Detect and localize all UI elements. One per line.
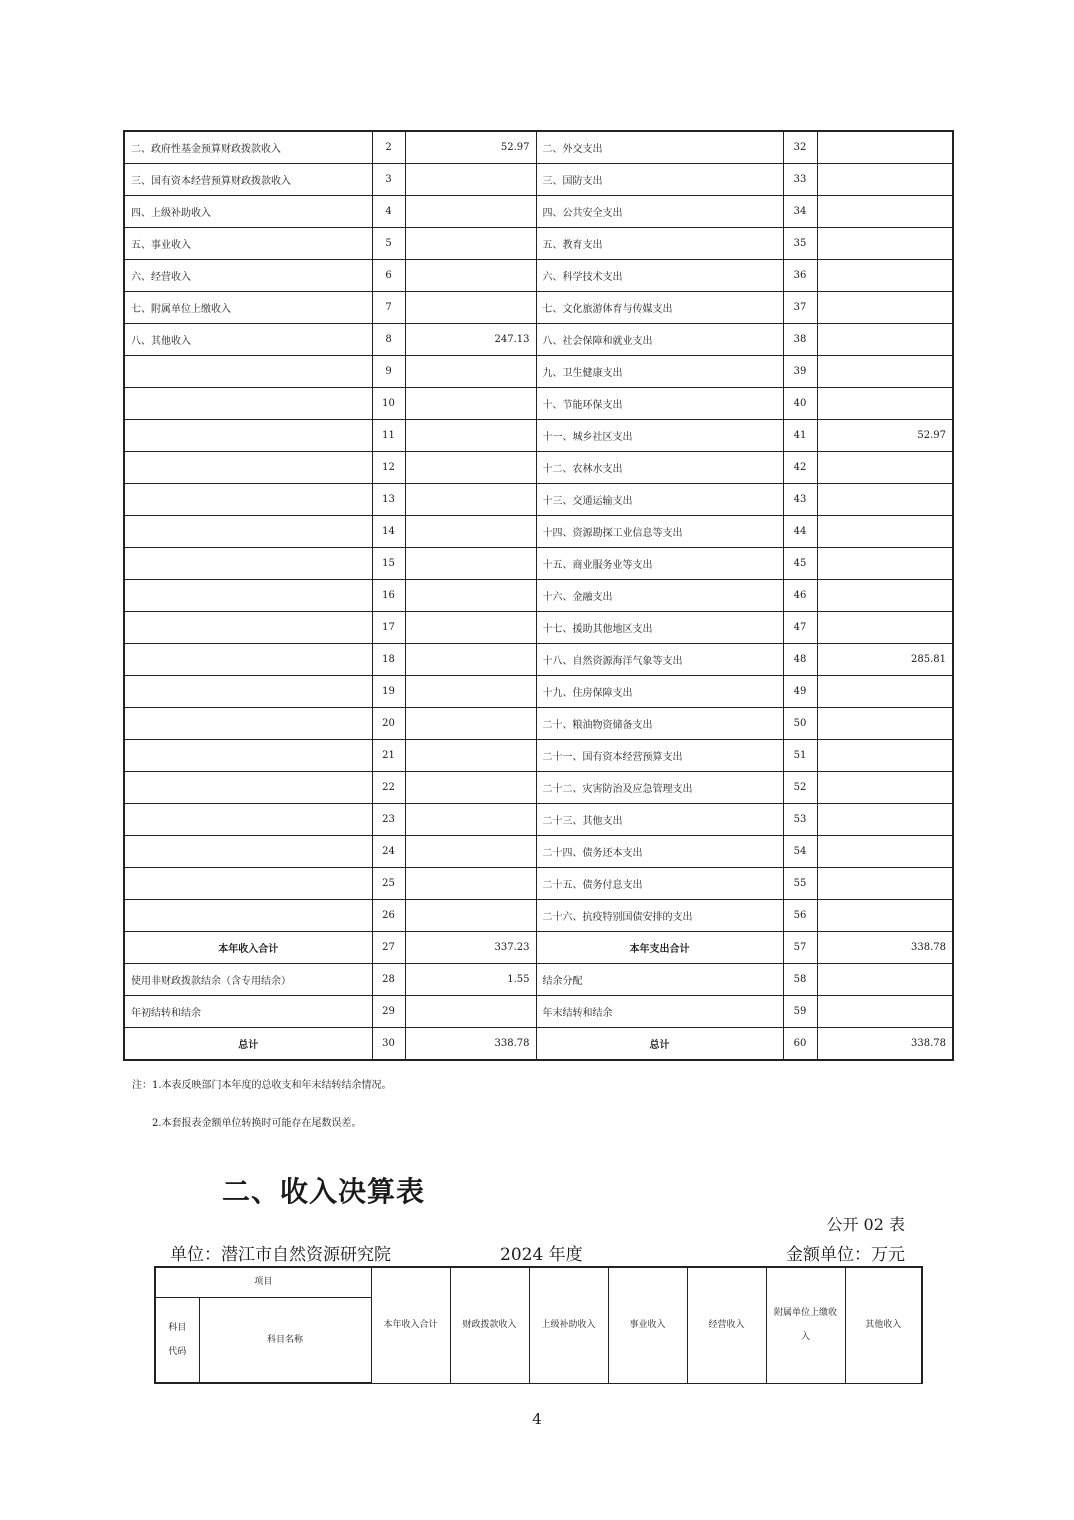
table-row: [124, 292, 953, 324]
table-row: [124, 484, 953, 516]
expense-amount: [817, 676, 953, 708]
income-statement-header-table: [154, 1266, 923, 1384]
expense-item-label: 年末结转和结余: [536, 996, 783, 1028]
income-row-number: 30: [372, 1028, 405, 1061]
header-other-income: 其他收入: [845, 1267, 922, 1383]
expense-item-label: 本年支出合计: [536, 932, 783, 964]
income-row-number: 13: [372, 484, 405, 516]
income-item-label: [124, 676, 372, 708]
header-affiliated-income: 附属单位上缴收入: [766, 1267, 845, 1383]
income-row-number: 15: [372, 548, 405, 580]
income-amount: [405, 676, 536, 708]
table-row: [124, 516, 953, 548]
note-1: 注：1.本表反映部门本年度的总收支和年末结转结余情况。: [132, 1080, 392, 1091]
income-amount: [405, 516, 536, 548]
expense-item-label: 四、公共安全支出: [536, 196, 783, 228]
income-item-label: [124, 452, 372, 484]
income-item-label: [124, 356, 372, 388]
expense-amount: [817, 516, 953, 548]
income-amount: [405, 196, 536, 228]
table-row: [124, 228, 953, 260]
table-row: [124, 196, 953, 228]
header-superior-subsidy: 上级补助收入: [529, 1267, 608, 1383]
expense-row-number: 49: [783, 676, 817, 708]
table-row: [124, 676, 953, 708]
expense-amount: [817, 804, 953, 836]
expense-amount: [817, 260, 953, 292]
table-row: [124, 740, 953, 772]
table-row: [124, 324, 953, 356]
income-amount: [405, 228, 536, 260]
income-item-label: [124, 804, 372, 836]
income-row-number: 2: [372, 131, 405, 164]
expense-item-label: 二十三、其他支出: [536, 804, 783, 836]
expense-item-label: 六、科学技术支出: [536, 260, 783, 292]
income-row-number: 12: [372, 452, 405, 484]
expense-row-number: 48: [783, 644, 817, 676]
expense-row-number: 56: [783, 900, 817, 932]
expense-item-label: 二十、粮油物资储备支出: [536, 708, 783, 740]
income-amount: [405, 388, 536, 420]
expense-amount: [817, 292, 953, 324]
income-item-label: [124, 868, 372, 900]
income-row-number: 7: [372, 292, 405, 324]
income-amount: [405, 356, 536, 388]
expense-item-label: 二、外交支出: [536, 131, 783, 164]
income-item-label: 二、政府性基金预算财政拨款收入: [124, 131, 372, 164]
table-row: [124, 868, 953, 900]
income-expense-summary-table: [123, 130, 954, 1061]
income-row-number: 17: [372, 612, 405, 644]
income-item-label: [124, 420, 372, 452]
income-row-number: 16: [372, 580, 405, 612]
expense-amount: [817, 612, 953, 644]
header-item: 项目: [155, 1267, 371, 1297]
income-amount: [405, 260, 536, 292]
income-row-number: 26: [372, 900, 405, 932]
expense-item-label: 二十六、抗疫特别国债安排的支出: [536, 900, 783, 932]
income-item-label: 八、其他收入: [124, 324, 372, 356]
expense-amount: [817, 228, 953, 260]
income-amount: [405, 804, 536, 836]
income-item-label: [124, 388, 372, 420]
expense-amount: 338.78: [817, 932, 953, 964]
header-total-income: 本年收入合计: [371, 1267, 450, 1383]
expense-item-label: 十一、城乡社区支出: [536, 420, 783, 452]
income-item-label: [124, 708, 372, 740]
expense-row-number: 37: [783, 292, 817, 324]
income-item-label: 使用非财政拨款结余（含专用结余）: [124, 964, 372, 996]
income-amount: [405, 900, 536, 932]
expense-item-label: 二十四、债务还本支出: [536, 836, 783, 868]
income-item-label: [124, 644, 372, 676]
table-row: [124, 708, 953, 740]
table-row: [124, 452, 953, 484]
expense-item-label: 十八、自然资源海洋气象等支出: [536, 644, 783, 676]
income-item-label: 本年收入合计: [124, 932, 372, 964]
expense-amount: [817, 964, 953, 996]
income-row-number: 20: [372, 708, 405, 740]
income-item-label: 七、附属单位上缴收入: [124, 292, 372, 324]
report-year: 2024 年度: [500, 1245, 583, 1265]
table-row: [124, 644, 953, 676]
reporting-unit: 单位：潜江市自然资源研究院: [170, 1245, 391, 1265]
income-row-number: 5: [372, 228, 405, 260]
expense-amount: [817, 996, 953, 1028]
table-row: [124, 131, 953, 164]
income-item-label: 总计: [124, 1028, 372, 1061]
expense-row-number: 45: [783, 548, 817, 580]
income-amount: [405, 740, 536, 772]
table-row: [124, 420, 953, 452]
income-amount: [405, 420, 536, 452]
expense-amount: [817, 484, 953, 516]
expense-amount: [817, 548, 953, 580]
expense-row-number: 58: [783, 964, 817, 996]
expense-amount: 285.81: [817, 644, 953, 676]
income-item-label: 五、事业收入: [124, 228, 372, 260]
section-title: 二、收入决算表: [222, 1175, 426, 1208]
table-row: [124, 580, 953, 612]
expense-row-number: 36: [783, 260, 817, 292]
table-row: [124, 356, 953, 388]
expense-amount: [817, 740, 953, 772]
income-row-number: 8: [372, 324, 405, 356]
table-row: [124, 388, 953, 420]
income-row-number: 10: [372, 388, 405, 420]
expense-item-label: 十六、金融支出: [536, 580, 783, 612]
table-row: [124, 260, 953, 292]
expense-row-number: 60: [783, 1028, 817, 1061]
income-row-number: 28: [372, 964, 405, 996]
income-amount: 247.13: [405, 324, 536, 356]
income-amount: [405, 292, 536, 324]
income-item-label: [124, 516, 372, 548]
expense-item-label: 十三、交通运输支出: [536, 484, 783, 516]
expense-amount: [817, 708, 953, 740]
income-amount: 338.78: [405, 1028, 536, 1061]
expense-amount: [817, 772, 953, 804]
expense-amount: [817, 452, 953, 484]
table-row: [124, 836, 953, 868]
expense-row-number: 40: [783, 388, 817, 420]
expense-amount: [817, 900, 953, 932]
summary-table-body: [124, 131, 953, 1060]
table-row: [124, 612, 953, 644]
income-amount: [405, 452, 536, 484]
expense-item-label: 八、社会保障和就业支出: [536, 324, 783, 356]
income-amount: [405, 868, 536, 900]
expense-amount: [817, 196, 953, 228]
income-row-number: 4: [372, 196, 405, 228]
income-amount: [405, 772, 536, 804]
expense-row-number: 57: [783, 932, 817, 964]
expense-amount: [817, 131, 953, 164]
expense-row-number: 55: [783, 868, 817, 900]
header-business-income: 事业收入: [608, 1267, 687, 1383]
income-row-number: 19: [372, 676, 405, 708]
income-item-label: [124, 740, 372, 772]
expense-amount: [817, 836, 953, 868]
header-operating-income: 经营收入: [687, 1267, 766, 1383]
expense-item-label: 二十五、债务付息支出: [536, 868, 783, 900]
expense-item-label: 十、节能环保支出: [536, 388, 783, 420]
expense-amount: 338.78: [817, 1028, 953, 1061]
expense-item-label: 十五、商业服务业等支出: [536, 548, 783, 580]
expense-row-number: 52: [783, 772, 817, 804]
income-row-number: 14: [372, 516, 405, 548]
income-amount: 1.55: [405, 964, 536, 996]
expense-row-number: 54: [783, 836, 817, 868]
income-row-number: 22: [372, 772, 405, 804]
income-item-label: [124, 900, 372, 932]
income-amount: [405, 484, 536, 516]
expense-item-label: 十四、资源勘探工业信息等支出: [536, 516, 783, 548]
income-amount: [405, 548, 536, 580]
income-item-label: 六、经营收入: [124, 260, 372, 292]
income-amount: [405, 164, 536, 196]
expense-row-number: 38: [783, 324, 817, 356]
income-item-label: [124, 580, 372, 612]
income-row-number: 18: [372, 644, 405, 676]
table-row: [124, 804, 953, 836]
note-2: 2.本套报表金额单位转换时可能存在尾数误差。: [152, 1118, 362, 1129]
expense-row-number: 44: [783, 516, 817, 548]
expense-item-label: 十九、住房保障支出: [536, 676, 783, 708]
income-item-label: [124, 548, 372, 580]
expense-item-label: 二十一、国有资本经营预算支出: [536, 740, 783, 772]
table-row: [124, 900, 953, 932]
expense-item-label: 三、国防支出: [536, 164, 783, 196]
income-row-number: 11: [372, 420, 405, 452]
table-row: [124, 548, 953, 580]
expense-row-number: 53: [783, 804, 817, 836]
income-row-number: 24: [372, 836, 405, 868]
income-row-number: 23: [372, 804, 405, 836]
expense-item-label: 七、文化旅游体育与传媒支出: [536, 292, 783, 324]
income-item-label: [124, 836, 372, 868]
expense-row-number: 41: [783, 420, 817, 452]
income-amount: [405, 644, 536, 676]
expense-item-label: 结余分配: [536, 964, 783, 996]
income-row-number: 21: [372, 740, 405, 772]
expense-item-label: 九、卫生健康支出: [536, 356, 783, 388]
expense-row-number: 59: [783, 996, 817, 1028]
income-row-number: 9: [372, 356, 405, 388]
income-amount: [405, 836, 536, 868]
income-item-label: [124, 772, 372, 804]
income-amount: [405, 580, 536, 612]
expense-item-label: 二十二、灾害防治及应急管理支出: [536, 772, 783, 804]
income-row-number: 3: [372, 164, 405, 196]
expense-row-number: 34: [783, 196, 817, 228]
table-row: [124, 1028, 953, 1061]
expense-row-number: 50: [783, 708, 817, 740]
income-amount: [405, 996, 536, 1028]
header-subject-code: 科目代码: [155, 1297, 199, 1383]
table-row: [124, 996, 953, 1028]
expense-item-label: 十二、农林水支出: [536, 452, 783, 484]
table-row: [124, 964, 953, 996]
expense-row-number: 42: [783, 452, 817, 484]
expense-row-number: 32: [783, 131, 817, 164]
table-row: [124, 164, 953, 196]
income-amount: [405, 612, 536, 644]
header-subject-name: 科目名称: [199, 1297, 371, 1383]
expense-item-label: 总计: [536, 1028, 783, 1061]
expense-row-number: 43: [783, 484, 817, 516]
expense-amount: [817, 356, 953, 388]
income-row-number: 6: [372, 260, 405, 292]
expense-row-number: 46: [783, 580, 817, 612]
income-item-label: 年初结转和结余: [124, 996, 372, 1028]
expense-amount: [817, 868, 953, 900]
expense-row-number: 33: [783, 164, 817, 196]
expense-row-number: 35: [783, 228, 817, 260]
income-row-number: 25: [372, 868, 405, 900]
income-item-label: [124, 484, 372, 516]
income-row-number: 29: [372, 996, 405, 1028]
expense-row-number: 47: [783, 612, 817, 644]
income-item-label: 四、上级补助收入: [124, 196, 372, 228]
table-row: [124, 772, 953, 804]
expense-amount: 52.97: [817, 420, 953, 452]
table-row: [124, 932, 953, 964]
expense-item-label: 五、教育支出: [536, 228, 783, 260]
income-amount: 52.97: [405, 131, 536, 164]
income-amount: [405, 708, 536, 740]
expense-amount: [817, 580, 953, 612]
expense-row-number: 39: [783, 356, 817, 388]
expense-item-label: 十七、援助其他地区支出: [536, 612, 783, 644]
header-fiscal-income: 财政拨款收入: [450, 1267, 529, 1383]
table-code: 公开 02 表: [826, 1215, 905, 1234]
expense-row-number: 51: [783, 740, 817, 772]
page-number: 4: [532, 1410, 542, 1428]
expense-amount: [817, 388, 953, 420]
income-item-label: 三、国有资本经营预算财政拨款收入: [124, 164, 372, 196]
money-unit: 金额单位：万元: [786, 1245, 905, 1265]
income-amount: 337.23: [405, 932, 536, 964]
income-item-label: [124, 612, 372, 644]
expense-amount: [817, 324, 953, 356]
income-row-number: 27: [372, 932, 405, 964]
expense-amount: [817, 164, 953, 196]
